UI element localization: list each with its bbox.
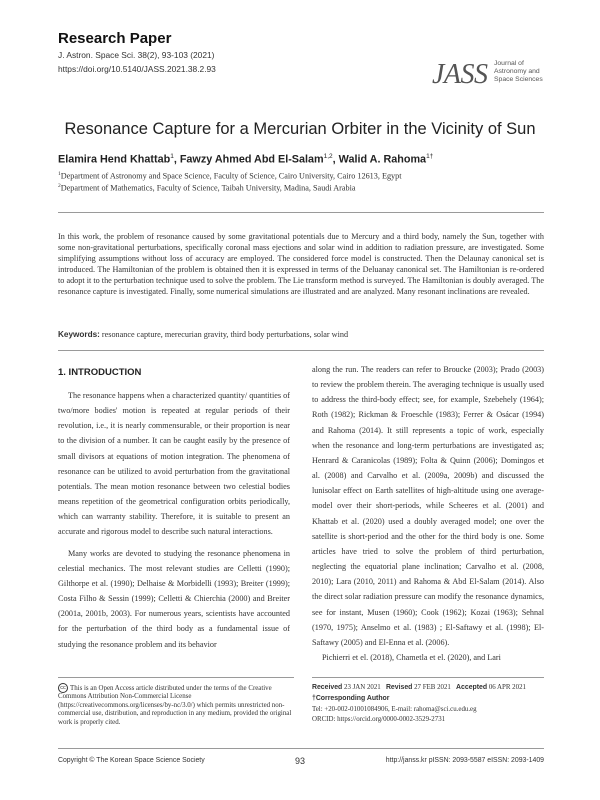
- license-text: This is an Open Access article distributed under the terms of the Creative Commons Attribution Non-Commercial License (https://creativecommons.org/licenses/by-nc/3.0/) which permits unrestricted non-commercial use, distribution, and reproduction in any medium, provided the original work is properly cited.: [58, 685, 292, 726]
- section-heading: 1. INTRODUCTION: [58, 367, 142, 378]
- divider: [58, 350, 544, 351]
- keywords-text: resonance capture, merecurian gravity, third body perturbations, solar wind: [101, 330, 349, 339]
- affiliation-sup: 2: [58, 183, 61, 189]
- doi-link[interactable]: https://doi.org/10.5140/JASS.2021.38.2.93: [58, 63, 216, 74]
- affiliation-2: [58, 183, 356, 193]
- divider: [312, 677, 544, 678]
- logo-sub-line: Astronomy and: [494, 68, 540, 75]
- author-name: Walid A. Rahoma: [338, 153, 427, 166]
- issn-info: http://janss.kr pISSN: 2093-5587 eISSN: 2093-1409: [385, 757, 544, 764]
- orcid-line: ORCID: https://orcid.org/0000-0002-3529-2731: [312, 716, 446, 724]
- journal-logo-subtitle: [494, 60, 554, 84]
- article-history: [312, 683, 544, 726]
- creative-commons-icon: cc: [58, 683, 68, 693]
- journal-citation: J. Astron. Space Sci. 38(2), 93-103 (2021): [58, 50, 215, 60]
- keywords: [58, 330, 348, 339]
- affiliation-1: [58, 171, 402, 181]
- left-column: [58, 388, 290, 652]
- revised-label: Revised: [385, 684, 413, 691]
- paper-header: [58, 30, 216, 74]
- author-affil-sup: 1†: [426, 153, 434, 160]
- affiliation-sup: 1: [58, 171, 61, 177]
- received-label: Received: [312, 684, 343, 691]
- divider: [58, 677, 294, 678]
- article-type-label: Research Paper: [58, 30, 172, 47]
- paper-title: Resonance Capture for a Mercurian Orbiter in the Vicinity of Sun: [64, 120, 536, 138]
- copyright-notice: Copyright © The Korean Space Science Society: [58, 757, 205, 764]
- corresponding-label: †Corresponding Author: [312, 694, 390, 702]
- affiliation-text: Department of Astronomy and Space Science, Faculty of Science, Cairo University, Cairo 12613, Egypt: [60, 171, 402, 181]
- author-separator: ,: [173, 153, 180, 166]
- accepted-label: Accepted: [456, 684, 488, 691]
- license-note: [58, 683, 294, 727]
- author-affil-sup: 1: [170, 153, 174, 160]
- author-affil-sup: 1,2: [323, 153, 333, 160]
- author-name: Elamira Hend Khattab: [58, 153, 171, 166]
- footer-divider: [58, 748, 544, 749]
- page-number: 93: [294, 756, 305, 766]
- logo-sub-line: Space Sciences: [494, 76, 543, 83]
- corresponding-author-label: [312, 694, 544, 705]
- body-paragraph: The resonance happens when a characterized quantity/ quantities of two/more bodies' motion is repeated at regular periods of their revolution, i.e., it is nearly commensurable, or their proportion is near to the division of a number. It can be caught easily by the presence of small divisors at equations of motion integration. The phenomena of resonance can be utilized to avoid perturbation from the gravitational potentials. The mean motion resonance between two celestial bodies means repetition of the geometrical configuration orbits periodically, which can warranty stability. Therefore, it is suitable to present an accurate and rigorous model to describe such natural interactions.: [58, 391, 290, 537]
- accepted-date: 06 APR 2021: [488, 684, 526, 691]
- dates-line: [312, 683, 544, 694]
- journal-logo-text: JASS: [432, 59, 488, 90]
- divider: [58, 212, 544, 213]
- body-paragraph: along the run. The readers can refer to Broucke (2003); Prado (2003) to review the problem therein. The averaging technique is usually used to address the third-body effect; see, for example, Szebehely (1964); Roth (1982); Rickman & Froeschle (1983); Ferrer & Osácar (1994) and Rahoma (2014). It still represents a topic of work, especially when the resonance and long-term perturbations are investigated as; Henrard & Caranicolas (1989); Folta & Quinn (2006); Domingos et al. (2008) and Carvalho et al. (2009a, 2009b) and discussed the lunisolar effect on Earth satellites of high-altitude using one average-model over their short-periods, while Scheeres et al. (2001) and Khattab et al. (2020) used a doubly averaged model; one over the satellite is short-period and the other for the third body is one. Some articles have tried to solve the problem of third perturbation, neglecting the equatorial plane inclination; Carvalho et al. (2008, 2010); Lara (2010, 2011) and Rahoma & Abd El-Salam (2014). Also the direct solar radiation pressure can modify the resonance dynamics, see for instant, Musen (1960); Cook (1962); Kozai (1963); Sehnal (1970, 1975); Anselmo et al. (1983) ; El-Saftawy et al. (1998); El-Saftawy (2005) and El-Enna et al. (2006).: [312, 365, 544, 647]
- author-separator: ,: [332, 153, 339, 166]
- received-date: 23 JAN 2021: [344, 684, 381, 691]
- contact-line: Tel: +20-002-01001084906, E-mail: rahoma@sci.cu.edu.eg: [312, 705, 477, 713]
- abstract: In this work, the problem of resonance caused by some gravitational potentials due to Mercury and a third body, namely the Sun, together with some non-gravitational perturbations, specifically coronal mass ejections and solar wind in addition to radiation pressure, are investigated. Some simplifying assumptions without loss of accuracy are employed. The considered force model is constructed. Then the Delaunay canonical set is introduced. The Hamiltonian of the problem is obtained then it is expressed in terms of the Deluanay canonical set. The Hamiltonian is re-ordered to adopt it to the perturbation technique used to solve the problem. The Lie transform method is surveyed. The Hamiltonian is doubly averaged. The resonance capture is investigated. Finally, some numerical simulations are illustrated and are analyzed. Many resonant inclinations are revealed.: [58, 232, 544, 297]
- author-list: [58, 153, 433, 166]
- body-paragraph: Pichierri et el. (2018), Chametla et el. (2020), and Lari: [322, 652, 501, 662]
- revised-date: 27 FEB 2021: [414, 684, 451, 691]
- affiliation-text: Department of Mathematics, Faculty of Science, Taibah University, Madina, Saudi Arabia: [60, 183, 356, 193]
- logo-sub-line: Journal of: [494, 60, 524, 67]
- body-paragraph: Many works are devoted to studying the resonance phenomena in celestial mechanics. The most relevant studies are Celletti (1990); Gilthorpe et al. (1990); Delhaise & Morbidelli (1993); Breiter (1999); Costa Filho & Sessin (1999); Celletti & Chierchia (2000) and Breiter (2001a, 2001b, 2003). For numerous years, scientists have accounted for the perturbation of the third body as a fundamental issue of studying the resonance problem and its behavior: [58, 548, 290, 649]
- author-name: Fawzy Ahmed Abd El-Salam: [179, 153, 324, 166]
- keywords-label: Keywords:: [58, 330, 100, 339]
- journal-logo: [432, 58, 544, 92]
- right-column: [312, 362, 544, 665]
